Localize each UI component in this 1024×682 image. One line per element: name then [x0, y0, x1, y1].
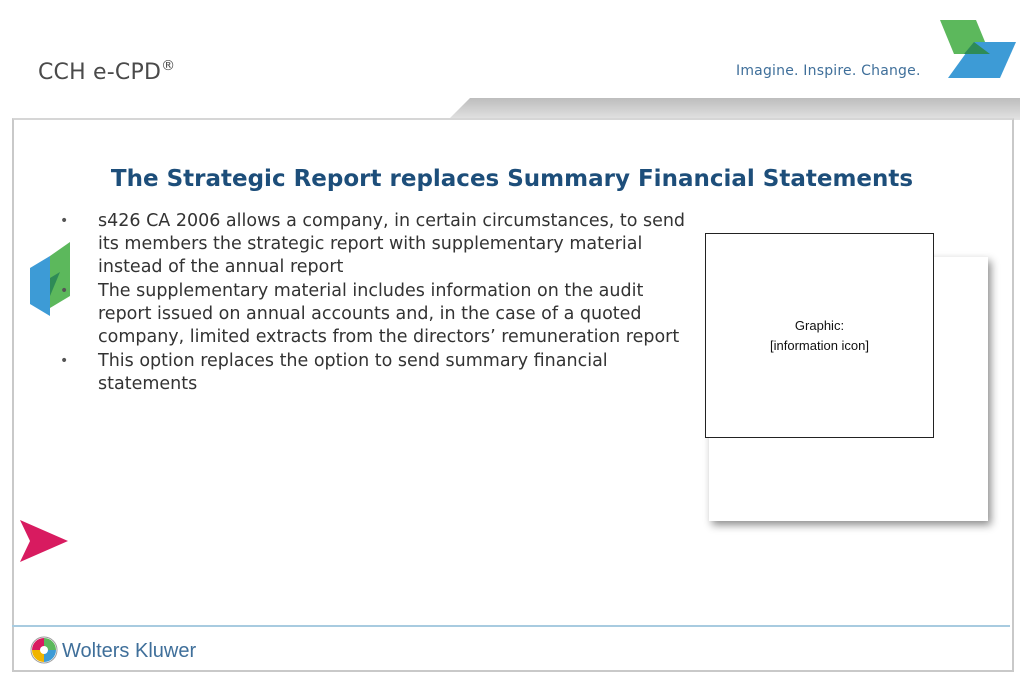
- footer-divider: [12, 625, 1010, 627]
- graphic-label: Graphic:: [794, 317, 845, 333]
- list-item: [58, 350, 688, 396]
- bullet-text: The supplementary material includes information on the audit report issued on annual accounts and, in the case of a quoted company, limited extracts from the directors’ remuneration report: [98, 281, 680, 347]
- bullet-list: [58, 210, 688, 397]
- tagline: Imagine. Inspire. Change.: [736, 63, 921, 79]
- slide-title: The Strategic Report replaces Summary Financial Statements: [110, 166, 914, 192]
- magenta-arrow-icon: [20, 520, 68, 562]
- footer-company-name: Wolters Kluwer: [62, 640, 197, 662]
- graphic-description: [information icon]: [770, 337, 869, 353]
- bullet-text: s426 CA 2006 allows a company, in certain circumstances, to send its members the strategic report with supplementary material instead of the annual report: [98, 211, 686, 277]
- green-blue-chevron-logo-icon: [928, 20, 1018, 82]
- graphic-placeholder: [705, 233, 934, 438]
- bullet-dot: •: [60, 353, 69, 369]
- list-item: [58, 210, 688, 279]
- wolters-kluwer-globe-icon: [30, 636, 58, 664]
- list-item: [58, 280, 688, 349]
- bullet-dot: •: [60, 213, 69, 229]
- brand-name: CCH e-CPD: [38, 60, 162, 85]
- brand-title: [38, 60, 175, 85]
- slide-tab-strip: [448, 96, 1020, 120]
- bullet-text: This option replaces the option to send summary financial statements: [98, 351, 608, 394]
- registered-mark: ®: [161, 58, 176, 74]
- bullet-dot: •: [60, 283, 69, 299]
